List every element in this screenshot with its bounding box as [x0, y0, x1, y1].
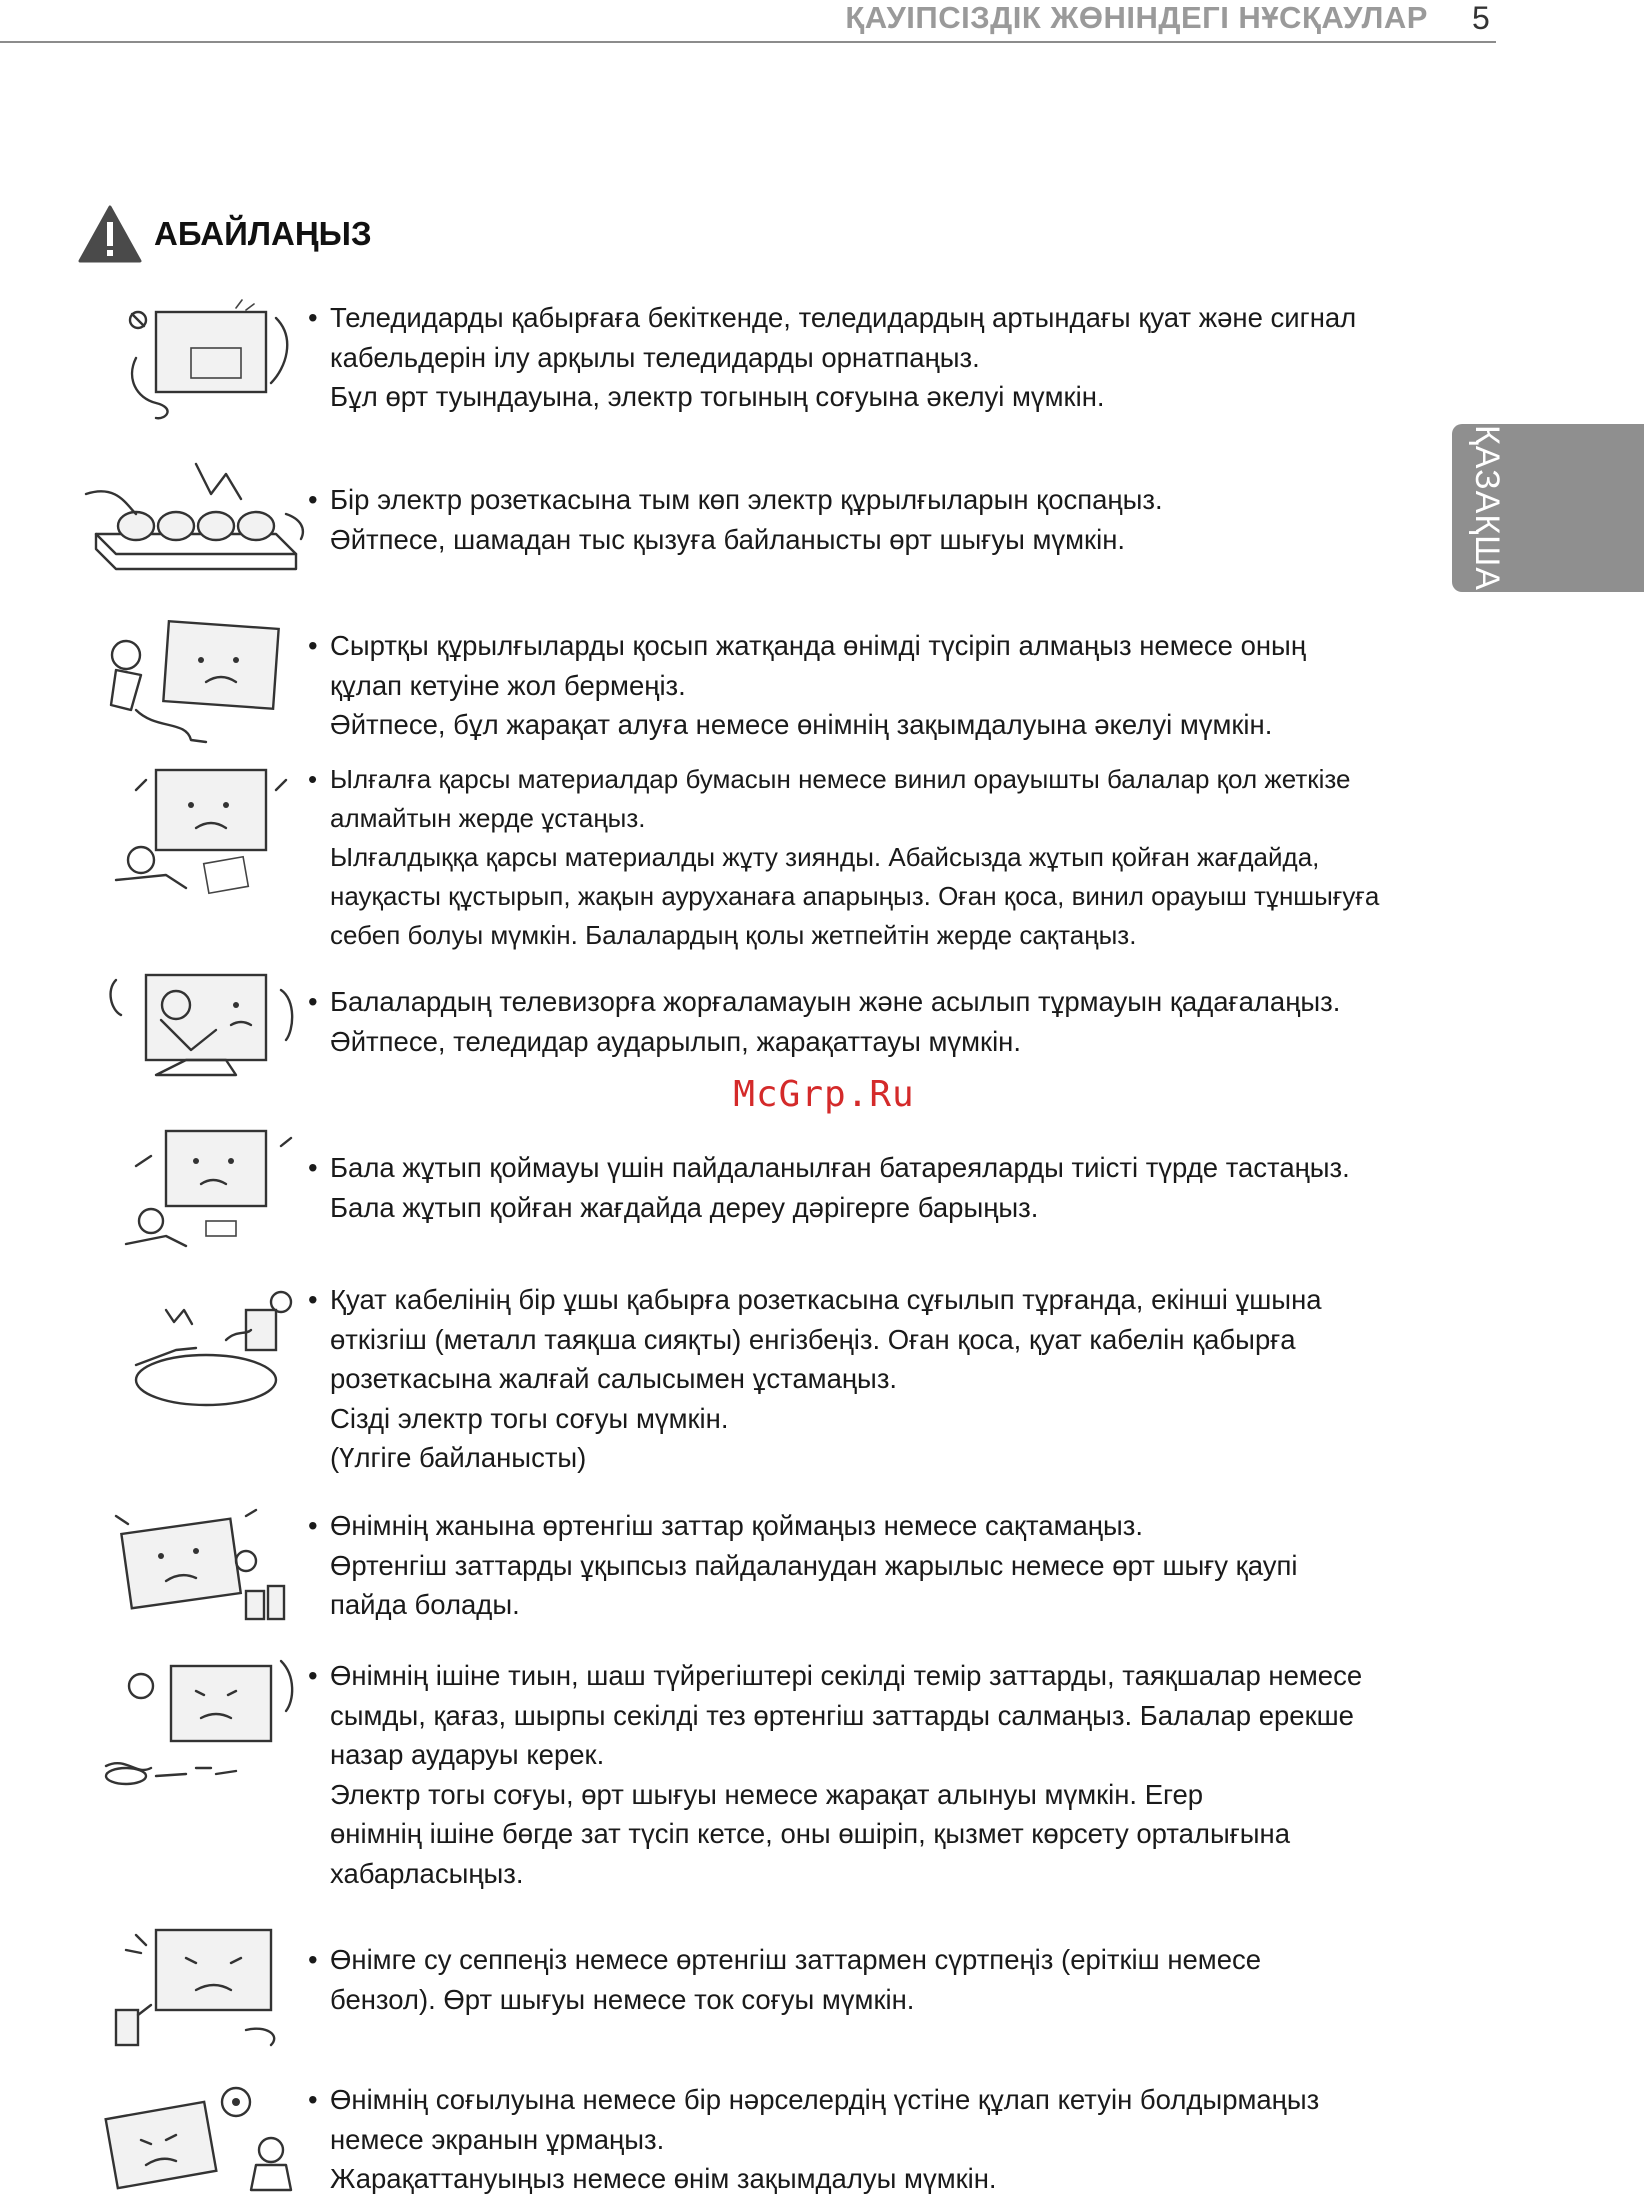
text-line: • Өнімге су сеппеңіз немесе өртенгіш заттармен сүртпеңіз (еріткіш немесе — [330, 1940, 1460, 1980]
warning-item-text — [330, 2080, 1460, 2199]
child-climbing-tv-illustration — [96, 960, 306, 1090]
text-line: Бұл өрт туындауына, электр тогының соғуына әкелуі мүмкін. — [330, 381, 1105, 412]
text-line: Әйтпесе, теледидар аударылып, жарақаттауы мүмкін. — [330, 1025, 1022, 1057]
text-line: Сізді электр тогы соғуы мүмкін. — [330, 1402, 729, 1434]
warning-item-text — [330, 626, 1460, 745]
text-line: науқасты құстырып, жақын ауруханаға апарыңыз. Оған қоса, винил орауыш тұншығуға — [330, 881, 1380, 911]
text-line: кабельдерін ілу арқылы теледидарды орнатпаңыз. — [330, 341, 980, 373]
warning-item-text — [330, 298, 1460, 417]
text-line: • Қуат кабелінің бір ұшы қабырға розеткасына сұғылып тұрғанда, екінші ұшына — [330, 1280, 1460, 1320]
text-line: назар аударуы керек. — [330, 1739, 605, 1770]
header-title: ҚАУІПСІЗДІК ЖӨНІНДЕГІ НҰСҚАУЛАР — [845, 0, 1428, 35]
page-number: 5 — [1472, 0, 1490, 36]
text-line: өнімнің ішіне бөгде зат түсіп кетсе, оны өшіріп, қызмет көрсету орталығына — [330, 1818, 1291, 1849]
text-line: өткізгіш (металл таяқша сияқты) енгізбеңіз. Оған қоса, қуат кабелін қабырға — [330, 1323, 1296, 1355]
text-line: (Үлгіге байланысты) — [330, 1442, 587, 1473]
flammable-items-illustration — [96, 1506, 306, 1626]
child-battery-illustration — [96, 1126, 306, 1256]
language-side-tab-label: ҚАЗАҚША — [1468, 425, 1506, 591]
text-line: • Өнімнің ішіне тиын, шаш түйрегіштері секілді темір заттарды, таяқшалар немесе — [330, 1656, 1460, 1696]
text-line: • Бала жұтып қоймауы үшін пайдаланылған батареяларды тиісті түрде тастаңыз. — [330, 1148, 1460, 1188]
section-heading-text: АБАЙЛАҢЫЗ — [154, 215, 372, 252]
text-line: хабарласыңыз. — [330, 1857, 524, 1889]
text-line: • Сыртқы құрылғыларды қосып жатқанда өнімді түсіріп алмаңыз немесе оның — [330, 626, 1460, 666]
header-rule — [0, 41, 1496, 43]
text-line: • Өнімнің жанына өртенгіш заттар қоймаңыз немесе сақтамаңыз. — [330, 1506, 1460, 1546]
text-line: Әйтпесе, бұл жарақат алуға немесе өнімнің зақымдалуына әкелуі мүмкін. — [330, 709, 1273, 740]
warning-item-text — [330, 1148, 1460, 1227]
text-line: Бала жұтып қойған жағдайда дереу дәрігерге барыңыз. — [330, 1191, 1039, 1223]
section-heading — [78, 204, 372, 264]
text-line: • Балалардың телевизорға жорғаламауын және асылып тұрмауын қадағалаңыз. — [330, 982, 1460, 1022]
text-line: Өртенгіш заттарды ұқыпсыз пайдаланудан жарылыс немесе өрт шығу қаупі — [330, 1549, 1298, 1581]
text-line: немесе экранын ұрмаңыз. — [330, 2123, 665, 2155]
text-line: • Өнімнің соғылуына немесе бір нәрселердің үстіне құлап кетуін болдырмаңыз — [330, 2080, 1460, 2120]
text-line: Ылғалдыққа қарсы материалды жұту зиянды. Абайсызда жұтып қойған жағдайда, — [330, 842, 1320, 872]
warning-item-text — [330, 1280, 1460, 1478]
text-line: • Теледидарды қабырғаға бекіткенде, теледидардың артындағы қуат және сигнал — [330, 298, 1460, 338]
text-line: сымды, қағаз, шырпы секілді тез өртенгіш заттарды салмаңыз. Балалар ерекше — [330, 1699, 1354, 1731]
text-line: себеп болуы мүмкін. Балалардың қолы жетпейтін жерде сақтаңыз. — [330, 920, 1137, 950]
text-line: пайда болады. — [330, 1589, 520, 1620]
text-line: Электр тогы соғуы, өрт шығуы немесе жарақат алынуы мүмкін. Егер — [330, 1778, 1204, 1810]
ball-hitting-screen-illustration — [96, 2080, 306, 2196]
text-line: Әйтпесе, шамадан тыс қызуға байланысты өрт шығуы мүмкін. — [330, 523, 1126, 555]
text-line: • Ылғалға қарсы материалдар бумасын немесе винил орауышты балалар қол жеткізе — [330, 760, 1460, 799]
warning-item-text — [330, 982, 1460, 1061]
child-packaging-illustration — [96, 760, 306, 900]
wall-mounted-tv-cables-illustration — [96, 298, 306, 428]
warning-item-text — [330, 480, 1460, 559]
text-line: Жарақаттануыңыз немесе өнім зақымдалуы мүмкін. — [330, 2163, 997, 2194]
falling-tv-cable-illustration — [96, 620, 306, 750]
warning-item-text — [330, 1656, 1460, 1893]
warning-item-text — [330, 760, 1460, 955]
text-line: • Бір электр розеткасына тым көп электр құрылғыларын қоспаңыз. — [330, 480, 1460, 520]
text-line: бензол). Өрт шығуы немесе ток соғуы мүмкін. — [330, 1983, 915, 2015]
metal-objects-inserted-illustration — [96, 1656, 306, 1796]
metal-rod-outlet-illustration — [96, 1280, 306, 1420]
warning-item-text — [330, 1506, 1460, 1625]
text-line: розеткасына жалғай салысымен ұстамаңыз. — [330, 1363, 898, 1394]
text-line: алмайтын жерде ұстаңыз. — [330, 803, 646, 833]
water-spray-illustration — [96, 1920, 306, 2050]
warning-triangle-icon — [78, 204, 142, 264]
warning-item-text — [330, 1940, 1460, 2019]
text-line: құлап кетуіне жол бермеңіз. — [330, 669, 686, 701]
overloaded-power-strip-illustration — [76, 454, 306, 594]
watermark: McGrp.Ru — [733, 1074, 915, 1115]
